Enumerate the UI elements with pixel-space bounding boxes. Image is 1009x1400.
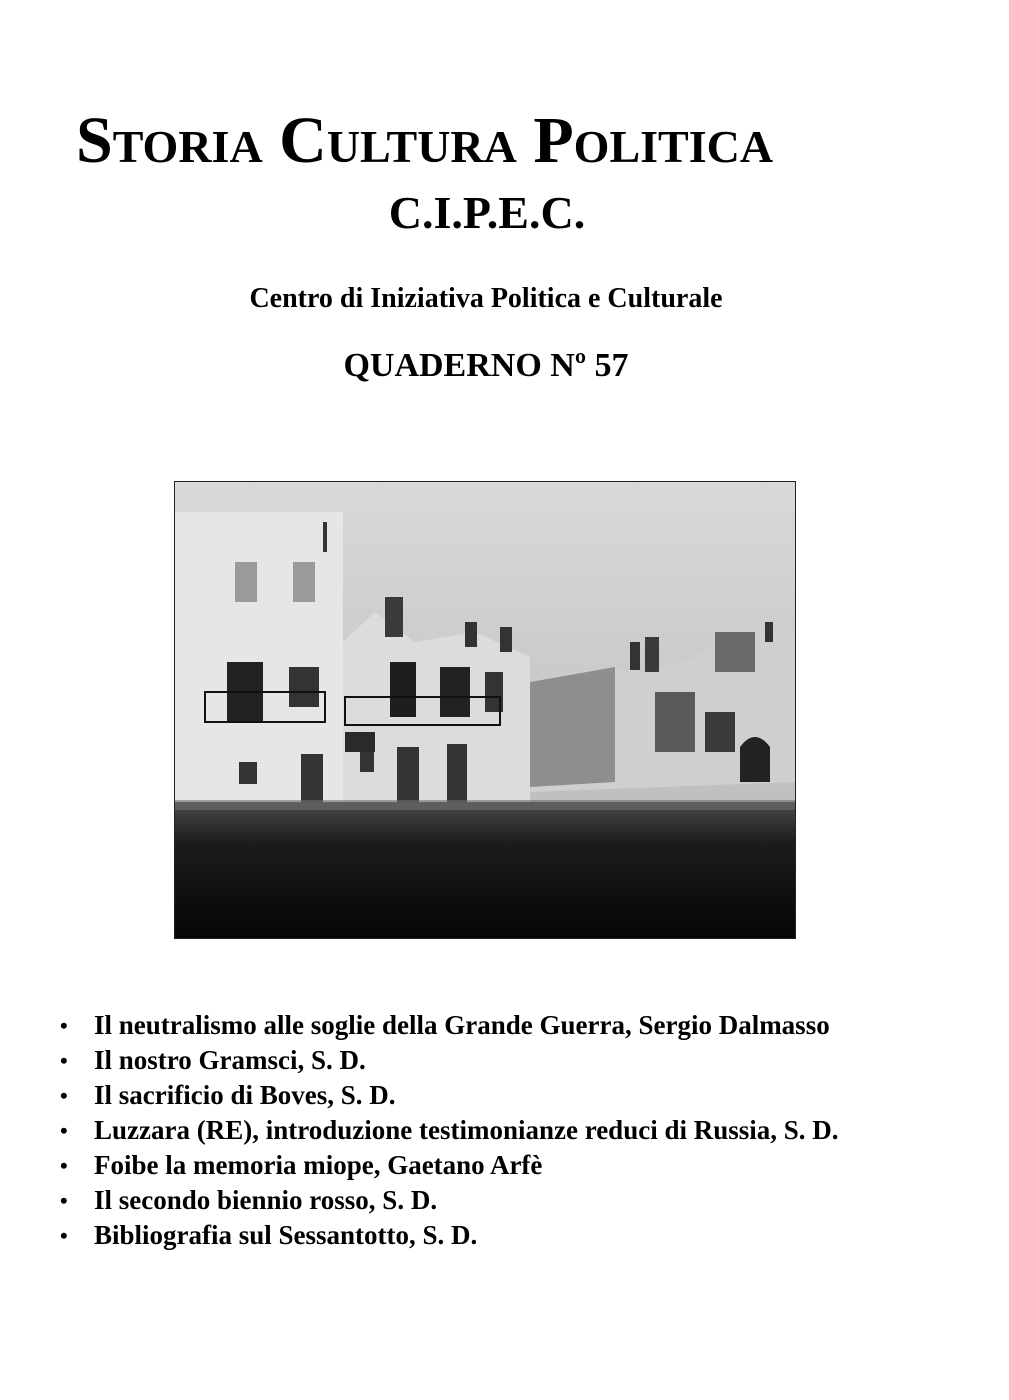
bullet-icon: • xyxy=(60,1118,68,1143)
bullet-icon: • xyxy=(60,1083,68,1108)
contents-item-label: Bibliografia sul Sessantotto, S. D. xyxy=(94,1220,478,1250)
list-item xyxy=(60,1183,990,1218)
bullet-icon: • xyxy=(60,1153,68,1178)
list-item xyxy=(60,1218,990,1253)
table-of-contents xyxy=(60,1008,990,1253)
contents-item-label: Il nostro Gramsci, S. D. xyxy=(94,1045,366,1075)
bullet-icon: • xyxy=(60,1223,68,1248)
list-item xyxy=(60,1043,990,1078)
issue-number: QUADERNO Nº 57 xyxy=(343,347,629,384)
photograph-burned-houses-icon xyxy=(175,482,795,938)
contents-item-label: Il neutralismo alle soglie della Grande Guerra, Sergio Dalmasso xyxy=(94,1010,830,1040)
cover-title: Storia Cultura Politica xyxy=(76,104,774,177)
cover-acronym: C.I.P.E.C. xyxy=(388,187,586,238)
cover-subtitle: Centro di Iniziativa Politica e Culturale xyxy=(249,283,723,314)
contents-item-label: Foibe la memoria miope, Gaetano Arfè xyxy=(94,1150,543,1180)
cover-photograph xyxy=(174,481,796,939)
contents-item-label: Il sacrificio di Boves, S. D. xyxy=(94,1080,396,1110)
bullet-icon: • xyxy=(60,1048,68,1073)
bullet-icon: • xyxy=(60,1188,68,1213)
contents-item-label: Luzzara (RE), introduzione testimonianze reduci di Russia, S. D. xyxy=(94,1115,839,1145)
contents-item-label: Il secondo biennio rosso, S. D. xyxy=(94,1185,438,1215)
list-item xyxy=(60,1008,990,1043)
list-item xyxy=(60,1078,990,1113)
list-item xyxy=(60,1113,990,1148)
list-item xyxy=(60,1148,990,1183)
bullet-icon: • xyxy=(60,1013,68,1038)
